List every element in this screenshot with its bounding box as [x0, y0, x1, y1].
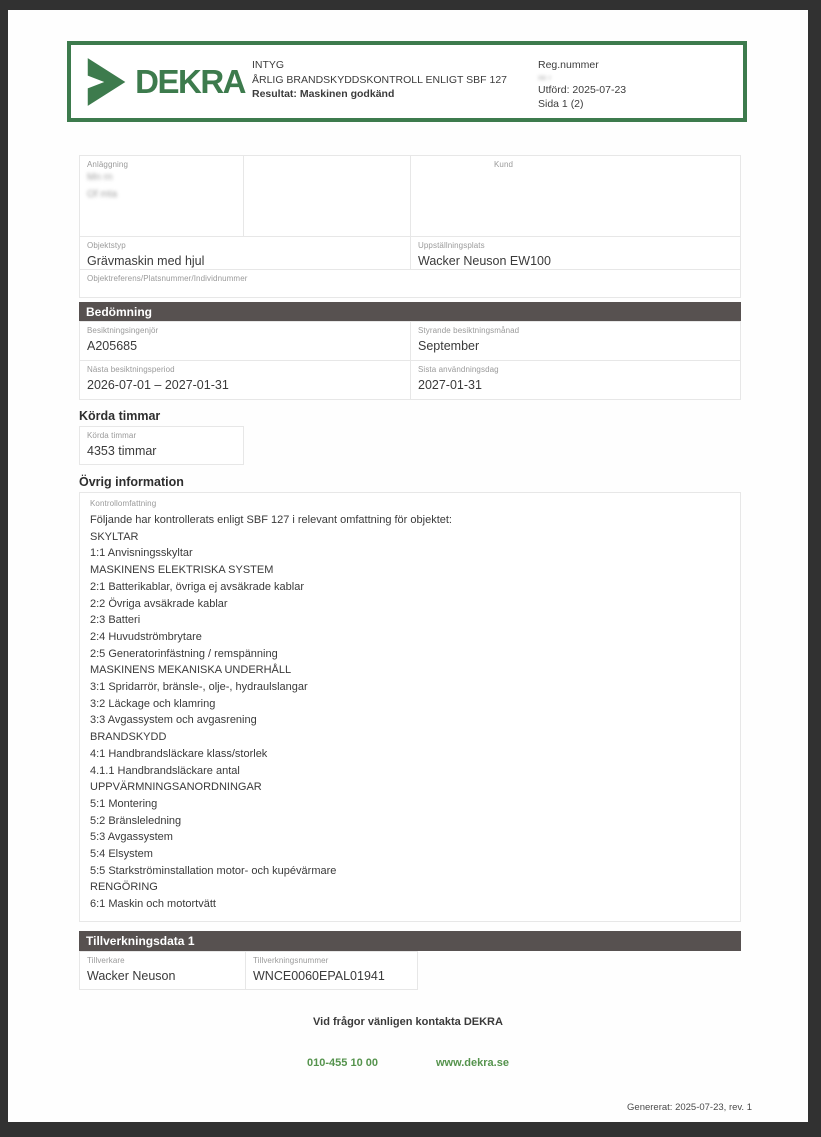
header-box: [67, 41, 747, 122]
inspector-label: Besiktningsingenjör: [87, 326, 159, 335]
header-title-block: [252, 58, 507, 102]
next-period-label: Nästa besiktningsperiod: [87, 365, 175, 374]
inspector-value: A205685: [87, 339, 138, 353]
last-use-cell: [411, 361, 740, 399]
scope-line: 2:2 Övriga avsäkrade kablar: [90, 597, 228, 610]
location-label: Uppställningsplats: [418, 241, 485, 250]
hours-box: [79, 426, 244, 465]
assessment-row-1: [79, 321, 741, 361]
reg-number-value-redacted: ısı ı: [538, 73, 551, 82]
facility-cell: [80, 156, 244, 236]
doc-type: INTYG: [252, 59, 285, 71]
object-ref-cell: [80, 270, 740, 297]
manufacturer-value: Wacker Neuson: [87, 968, 176, 983]
hours-value: 4353 timmar: [87, 444, 157, 458]
scope-line: 3:2 Läckage och klamring: [90, 697, 216, 710]
facility-row: [79, 155, 741, 237]
page-indicator: Sida 1 (2): [538, 98, 584, 110]
doc-result: Resultat: Maskinen godkänd: [252, 88, 395, 100]
dekra-logo-text: DEKRA: [135, 63, 245, 100]
control-scope-label: Kontrollomfattning: [90, 499, 157, 508]
scope-line: UPPVÄRMNINGSANORDNINGAR: [90, 781, 262, 794]
scope-line: 6:1 Maskin och motortvätt: [90, 898, 216, 911]
footer-contact-text: Vid frågor vänligen kontakta DEKRA: [313, 1016, 503, 1028]
scope-line: BRANDSKYDD: [90, 731, 167, 744]
hours-section-title: Körda timmar: [79, 409, 161, 423]
customer-cell: [411, 156, 740, 236]
scope-line: Följande har kontrollerats enligt SBF 127 i relevant omfattning för objektet:: [90, 514, 452, 526]
manufacturer-cell: [80, 952, 246, 989]
inspector-cell: [80, 322, 411, 360]
object-type-cell: [80, 237, 411, 269]
object-ref-label: Objektreferens/Platsnummer/Individnummer: [87, 274, 248, 283]
next-period-value: 2026-07-01 – 2027-01-31: [87, 378, 229, 392]
scope-line: 2:5 Generatorinfästning / remspänning: [90, 647, 278, 660]
reg-number-label: Reg.nummer: [538, 59, 599, 71]
serial-value: WNCE0060EPAL01941: [253, 968, 385, 983]
serial-cell: [246, 952, 417, 989]
facility-redacted-line2: Of mta: [87, 189, 118, 200]
scope-line: 1:1 Anvisningsskyltar: [90, 547, 193, 560]
facility-redacted-line1: Mn rn: [87, 172, 113, 183]
object-type-row: [79, 236, 741, 270]
footer-website-link[interactable]: www.dekra.se: [435, 1057, 509, 1069]
control-scope-lines: [90, 512, 730, 913]
footer-phone-link[interactable]: 010-455 10 00: [307, 1057, 378, 1069]
assessment-section-bar: Bedömning: [79, 302, 741, 322]
scope-line: 2:4 Huvudströmbrytare: [90, 630, 202, 643]
performed-date: Utförd: 2025-07-23: [538, 84, 627, 96]
scope-line: 4:1 Handbrandsläckare klass/storlek: [90, 747, 268, 760]
scope-line: 4.1.1 Handbrandsläckare antal: [90, 764, 240, 777]
scope-line: MASKINENS ELEKTRISKA SYSTEM: [90, 564, 274, 577]
assessment-row-2: [79, 360, 741, 400]
object-ref-row: [79, 269, 741, 298]
scope-line: 5:4 Elsystem: [90, 848, 153, 861]
month-label: Styrande besiktningsmånad: [418, 326, 520, 335]
control-scope-box: [79, 492, 741, 922]
dekra-arrow-icon: [85, 57, 127, 107]
serial-label: Tillverkningsnummer: [253, 955, 329, 965]
scope-line: 2:3 Batteri: [90, 614, 141, 627]
scope-line: MASKINENS MEKANISKA UNDERHÅLL: [90, 664, 292, 677]
next-period-cell: [80, 361, 411, 399]
facility-label: Anläggning: [87, 160, 129, 169]
manufacturing-row: [79, 951, 418, 990]
document-page: [8, 10, 808, 1122]
scope-line: 2:1 Batterikablar, övriga ej avsäkrade kablar: [90, 580, 305, 593]
form-area: [79, 155, 741, 990]
last-use-label: Sista användningsdag: [418, 365, 499, 374]
other-info-section-title: Övrig information: [79, 475, 184, 489]
scope-line: RENGÖRING: [90, 881, 158, 894]
scope-line: SKYLTAR: [90, 530, 139, 543]
facility-empty-cell: [244, 156, 411, 236]
hours-label: Körda timmar: [87, 431, 137, 440]
manufacturer-label: Tillverkare: [87, 955, 125, 965]
manufacturing-section-bar: Tillverkningsdata 1: [79, 931, 741, 951]
generated-timestamp: Genererat: 2025-07-23, rev. 1: [627, 1102, 752, 1113]
location-cell: [411, 237, 740, 269]
customer-label: Kund: [494, 160, 514, 169]
footer-links: [8, 1057, 808, 1069]
month-value: September: [418, 339, 480, 353]
header-meta-block: [538, 58, 626, 111]
object-type-value: Grävmaskin med hjul: [87, 254, 205, 268]
doc-title: ÅRLIG BRANDSKYDDSKONTROLL ENLIGT SBF 127: [252, 73, 507, 86]
scope-line: 3:3 Avgassystem och avgasrening: [90, 714, 257, 727]
dekra-logo: [85, 57, 245, 107]
scope-line: 5:5 Starkströminstallation motor- och kupévärmare: [90, 864, 337, 877]
object-type-label: Objektstyp: [87, 241, 126, 250]
scope-line: 3:1 Spridarrör, bränsle-, olje-, hydraulslangar: [90, 681, 308, 694]
scope-line: 5:3 Avgassystem: [90, 831, 173, 844]
scope-line: 5:2 Bränsleledning: [90, 814, 182, 827]
last-use-value: 2027-01-31: [418, 378, 482, 392]
scope-line: 5:1 Montering: [90, 797, 158, 810]
month-cell: [411, 322, 740, 360]
location-value: Wacker Neuson EW100: [418, 254, 551, 268]
